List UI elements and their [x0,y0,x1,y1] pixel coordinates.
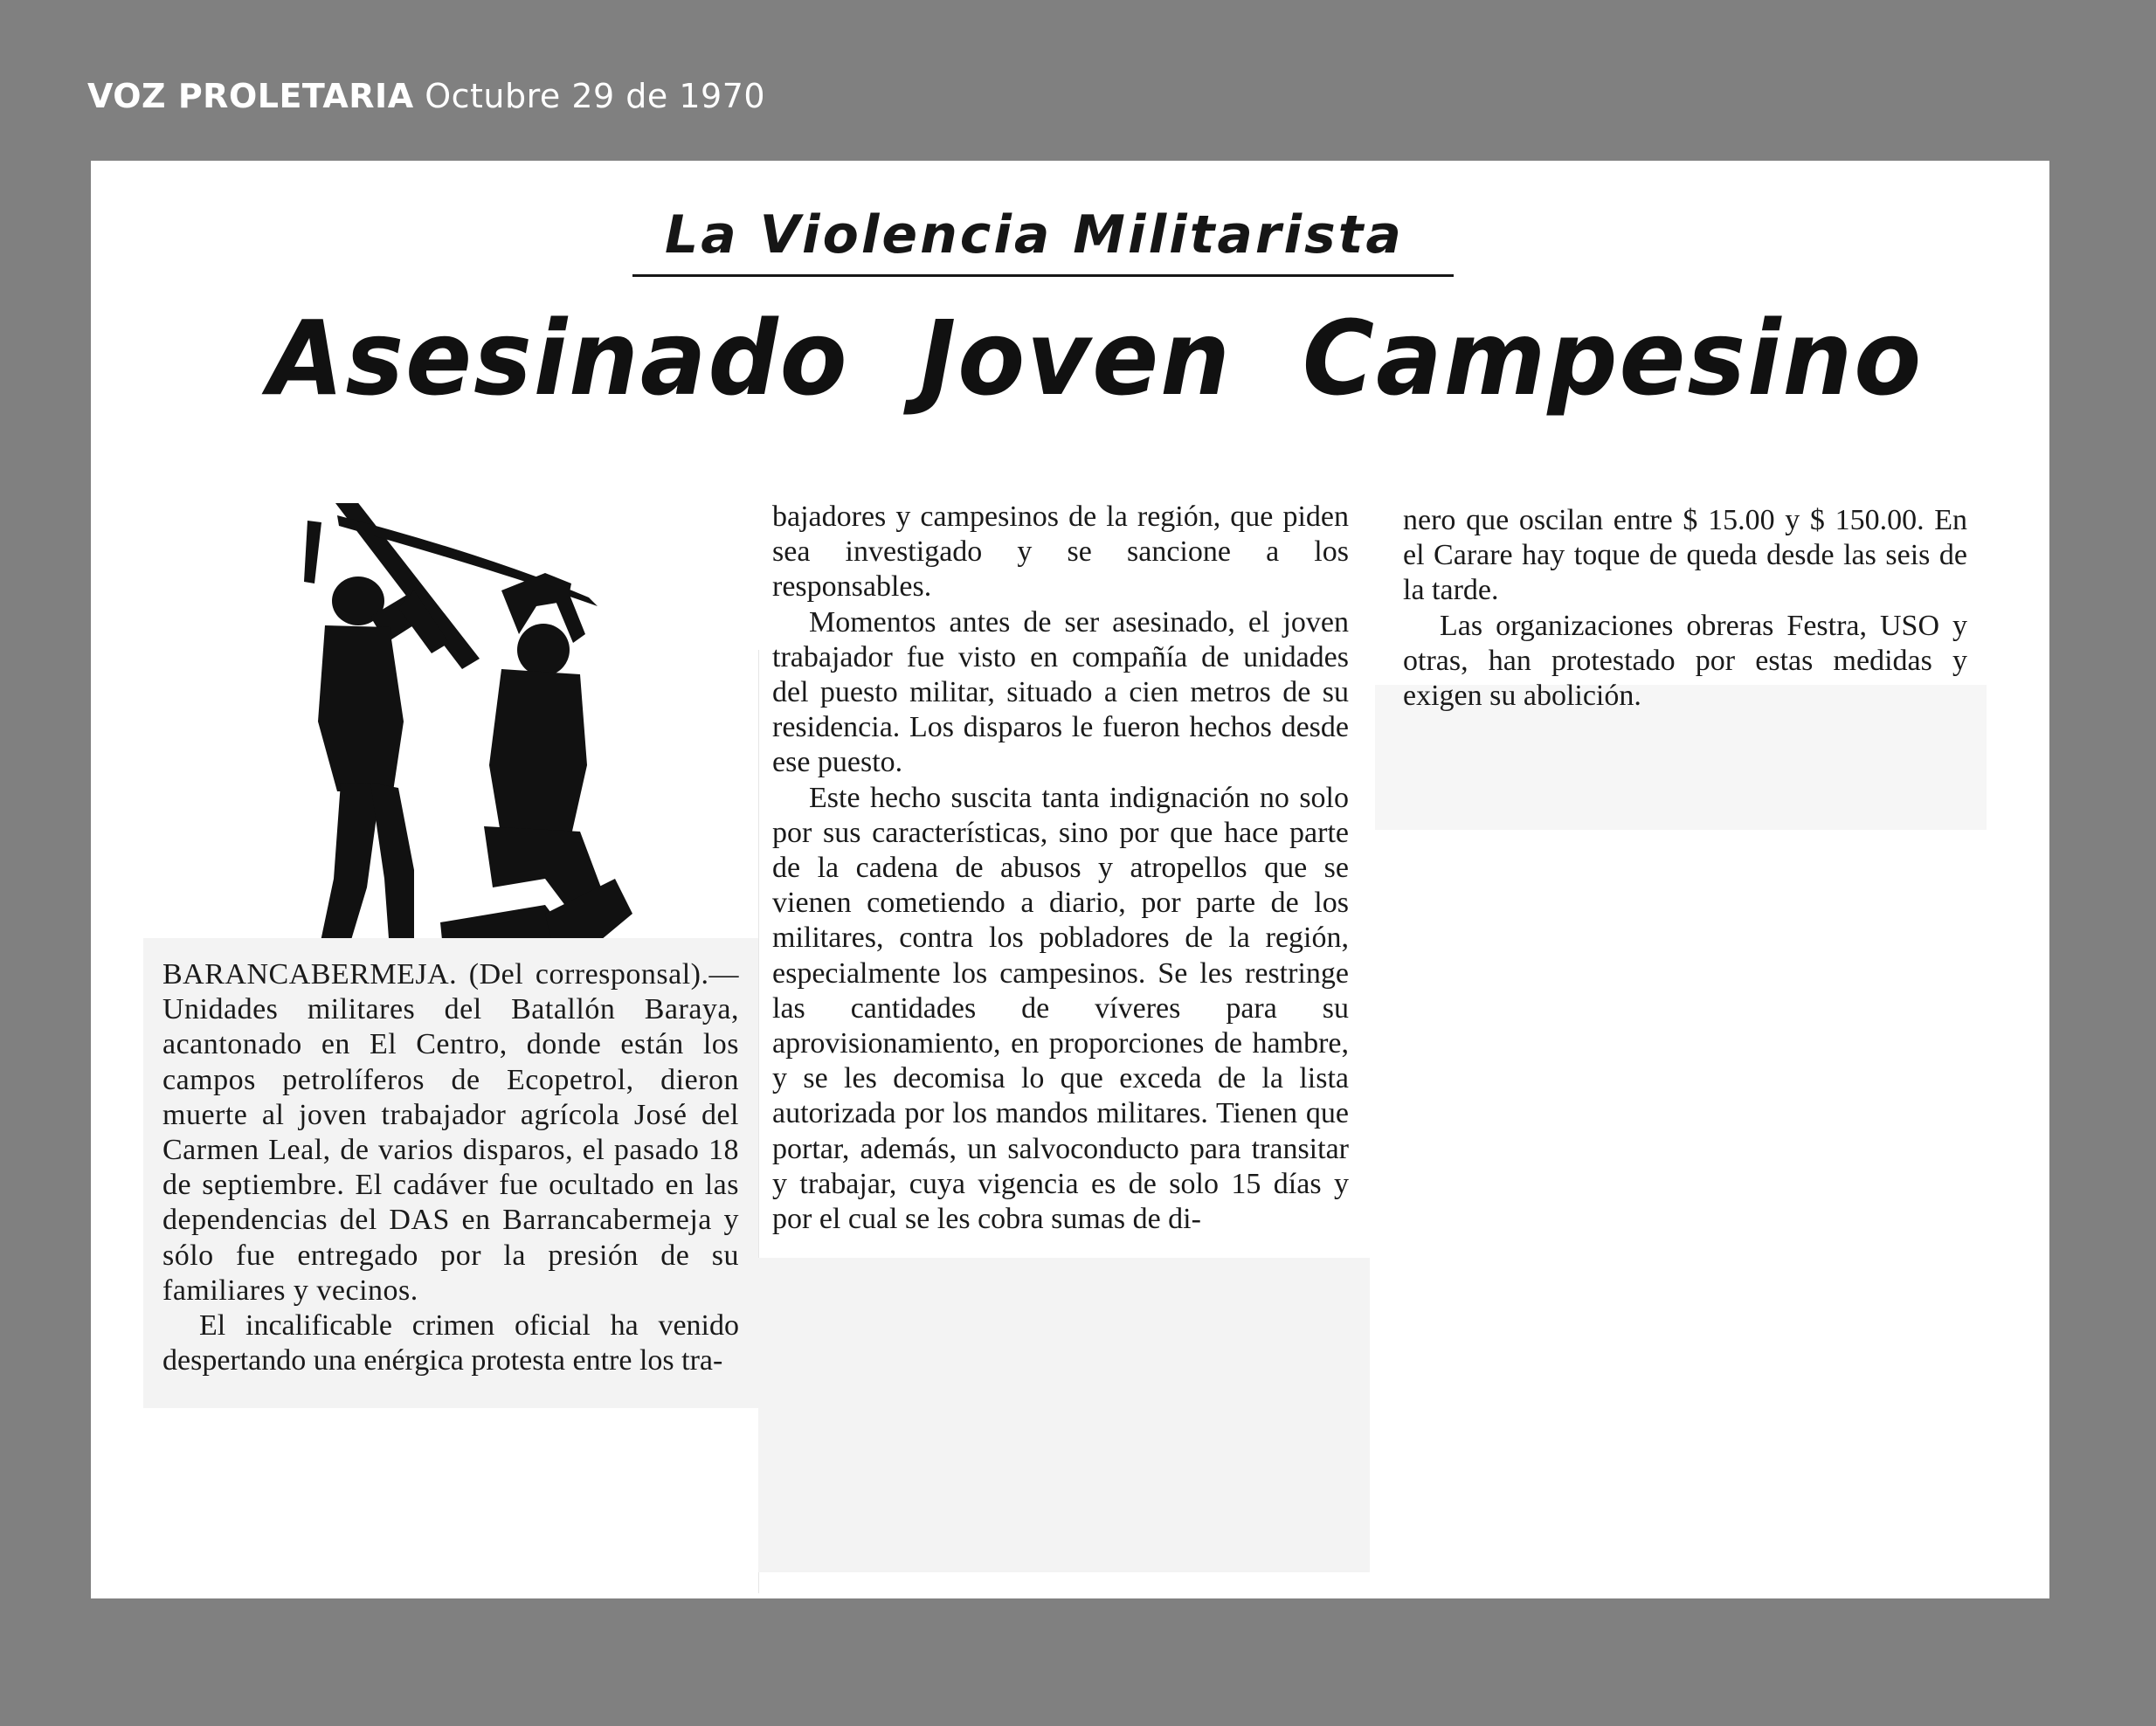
column-2-paragraph-2: Momentos antes de ser asesinado, el joven trabajador fue visto en compañía de unidades del puesto militar, situado a cien metros de su residencia. Los disparos le fueron hechos desde ese puesto. [772,605,1349,779]
article-column-3 [1389,503,1981,740]
column-1-paragraph-1: BARANCABERMEJA. (Del corresponsal).— Unidades militares del Batallón Baraya, acantonado en El Centro, donde están los campos petrolíferos de Ecopetrol, dieron muerte al joven trabajador agrícola José del Carmen Leal, de varios disparos, el pasado 18 de septiembre. El cadáver fue ocultado en las dependencias del DAS en Barrancabermeja y sólo fue entregado por la presión de su familiares y vecinos. [162,958,739,1307]
newspaper-clipping [91,161,2049,1598]
column-2-shade [758,1258,1370,1572]
publication-header [87,77,765,115]
article-column-1 [143,938,758,1408]
publication-name: VOZ PROLETARIA [87,77,414,115]
publication-date: Octubre 29 de 1970 [425,77,766,115]
column-2-paragraph-1: bajadores y campesinos de la región, que piden sea investigado y se sancione a los responsables. [772,501,1349,604]
section-rule [632,274,1454,277]
column-3-paragraph-1: nero que oscilan entre $ 15.00 y $ 150.00. En el Carare hay toque de queda desde las seis de la tarde. [1403,504,1967,607]
article-headline: Asesinado Joven Campesino [267,299,1924,419]
column-3-paragraph-2: Las organizaciones obreras Festra, USO y otras, han protestado por estas medidas y exigen su abolición. [1403,609,1967,713]
article-column-2 [758,500,1368,1272]
column-1-paragraph-2: El incalificable crimen oficial ha venido despertando una enérgica protesta entre los tra- [162,1309,739,1377]
section-title: La Violencia Militarista [665,204,1404,266]
column-2-paragraph-3: Este hecho suscita tanta indignación no solo por sus características, sino por que hace parte de la cadena de abusos y atropellos que se vienen cometiendo a diario, por parte de los militares, contra los pobladores de la región, especialmente los campesinos. Se les restringe las cantidades de víveres para su aprovisionamiento, en proporciones de hambre, y se les decomisa lo que exceda de la lista autorizada por los mandos militares. Tienen que portar, además, un salvoconducto para transitar y trabajar, cuya vigencia es de solo 15 días y por el cual se les cobra sumas de di- [772,781,1349,1236]
